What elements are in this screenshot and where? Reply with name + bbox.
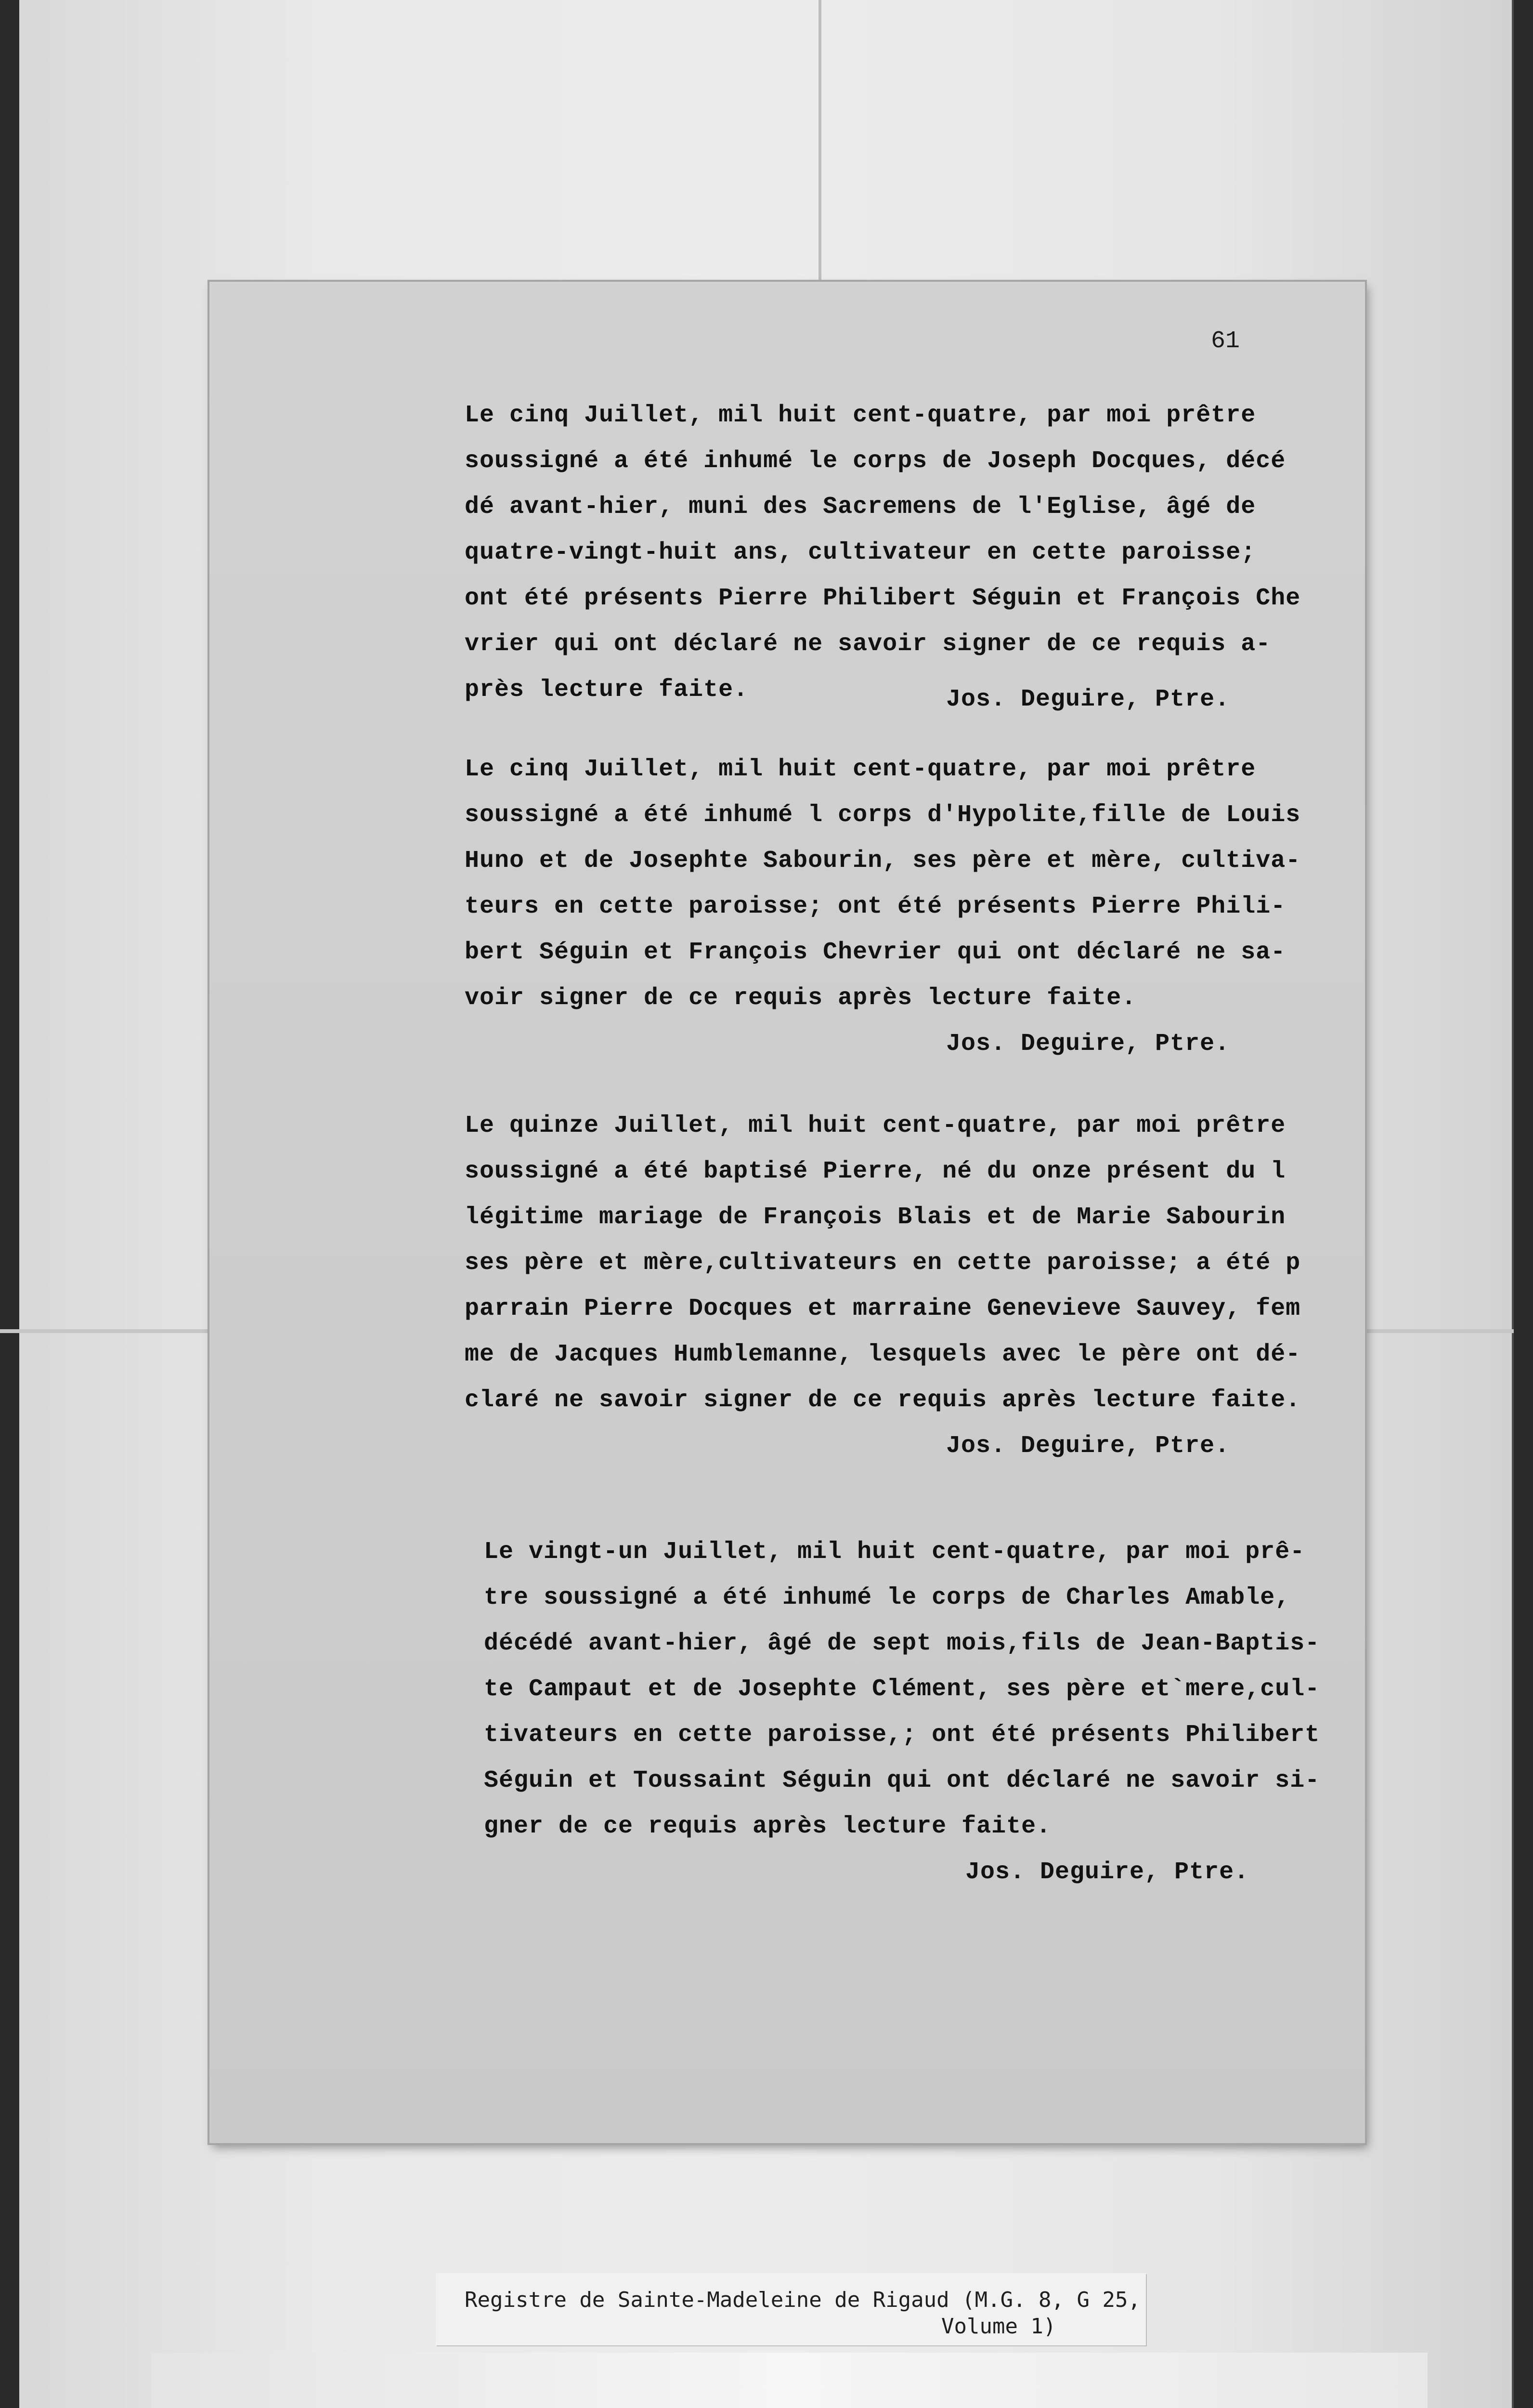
entry-line: soussigné a été inhumé l corps d'Hypolite,fille de Louis — [465, 801, 1301, 829]
entry-line: teurs en cette paroisse; ont été présents Pierre Phili- — [465, 893, 1286, 920]
entry-line: Le vingt-un Juillet, mil huit cent-quatre, par moi prê- — [484, 1538, 1305, 1566]
entry-line: tivateurs en cette paroisse,; ont été présents Philibert — [484, 1721, 1320, 1749]
entry-line: Séguin et Toussaint Séguin qui ont déclaré ne savoir si- — [484, 1767, 1320, 1794]
entry-line: bert Séguin et François Chevrier qui ont déclaré ne sa- — [465, 939, 1286, 966]
caption-line-1: Registre de Sainte-Madeleine de Rigaud (M.G. 8, G 25, — [465, 2288, 1141, 2312]
entry-line: quatre-vingt-huit ans, cultivateur en cette paroisse; — [465, 539, 1256, 566]
register-entry-4 — [484, 1529, 1326, 1895]
entry-line: Le quinze Juillet, mil huit cent-quatre, par moi prêtre — [465, 1112, 1286, 1139]
entry-line: te Campaut et de Josephte Clément, ses père et`mere,cul- — [484, 1675, 1320, 1703]
caption-line-2: Volume 1) — [941, 2314, 1056, 2339]
entry-line: légitime mariage de François Blais et de Marie Sabourin — [465, 1204, 1286, 1231]
entry-line: soussigné a été inhumé le corps de Joseph Docques, décé — [465, 447, 1286, 475]
entry-line: près lecture faite. — [465, 676, 749, 704]
entry-line: gner de ce requis après lecture faite. — [484, 1813, 1052, 1840]
entry-line: tre soussigné a été inhumé le corps de Charles Amable, — [484, 1584, 1290, 1611]
entry-line: décédé avant-hier, âgé de sept mois,fils de Jean-Baptis- — [484, 1630, 1320, 1657]
register-entry-3 — [465, 1103, 1307, 1469]
entry-line: claré ne savoir signer de ce requis après lecture faite. — [465, 1387, 1301, 1414]
entry-signature: Jos. Deguire, Ptre. — [946, 1030, 1230, 1058]
entry-line: vrier qui ont déclaré ne savoir signer de ce requis a- — [465, 630, 1271, 658]
film-edge-left — [0, 0, 19, 2408]
entry-signature: Jos. Deguire, Ptre. — [965, 1858, 1249, 1886]
source-caption — [436, 2273, 1146, 2345]
typed-register-page — [209, 282, 1365, 2143]
entry-signature: Jos. Deguire, Ptre. — [946, 1432, 1230, 1460]
entry-line: Huno et de Josephte Sabourin, ses père et mère, cultiva- — [465, 847, 1301, 875]
register-entry-2 — [465, 746, 1307, 1067]
entry-line: Le cinq Juillet, mil huit cent-quatre, par moi prêtre — [465, 756, 1256, 783]
archives-label — [152, 2353, 1428, 2408]
entry-line: soussigné a été baptisé Pierre, né du onze présent du l — [465, 1158, 1286, 1185]
entry-line: dé avant-hier, muni des Sacremens de l'Eglise, âgé de — [465, 493, 1256, 521]
film-edge-right — [1514, 0, 1533, 2408]
entry-line: Le cinq Juillet, mil huit cent-quatre, par moi prêtre — [465, 402, 1256, 429]
entry-line: me de Jacques Humblemanne, lesquels avec le père ont dé- — [465, 1341, 1301, 1368]
entry-line: ont été présents Pierre Philibert Séguin et François Che — [465, 585, 1301, 612]
register-entry-1 — [465, 393, 1307, 722]
entry-signature: Jos. Deguire, Ptre. — [946, 686, 1230, 713]
entry-line: parrain Pierre Docques et marraine Genevieve Sauvey, fem — [465, 1295, 1301, 1322]
entry-line: ses père et mère,cultivateurs en cette paroisse; a été p — [465, 1249, 1301, 1277]
page-number: 61 — [1210, 327, 1240, 355]
entry-line: voir signer de ce requis après lecture faite. — [465, 984, 1137, 1012]
